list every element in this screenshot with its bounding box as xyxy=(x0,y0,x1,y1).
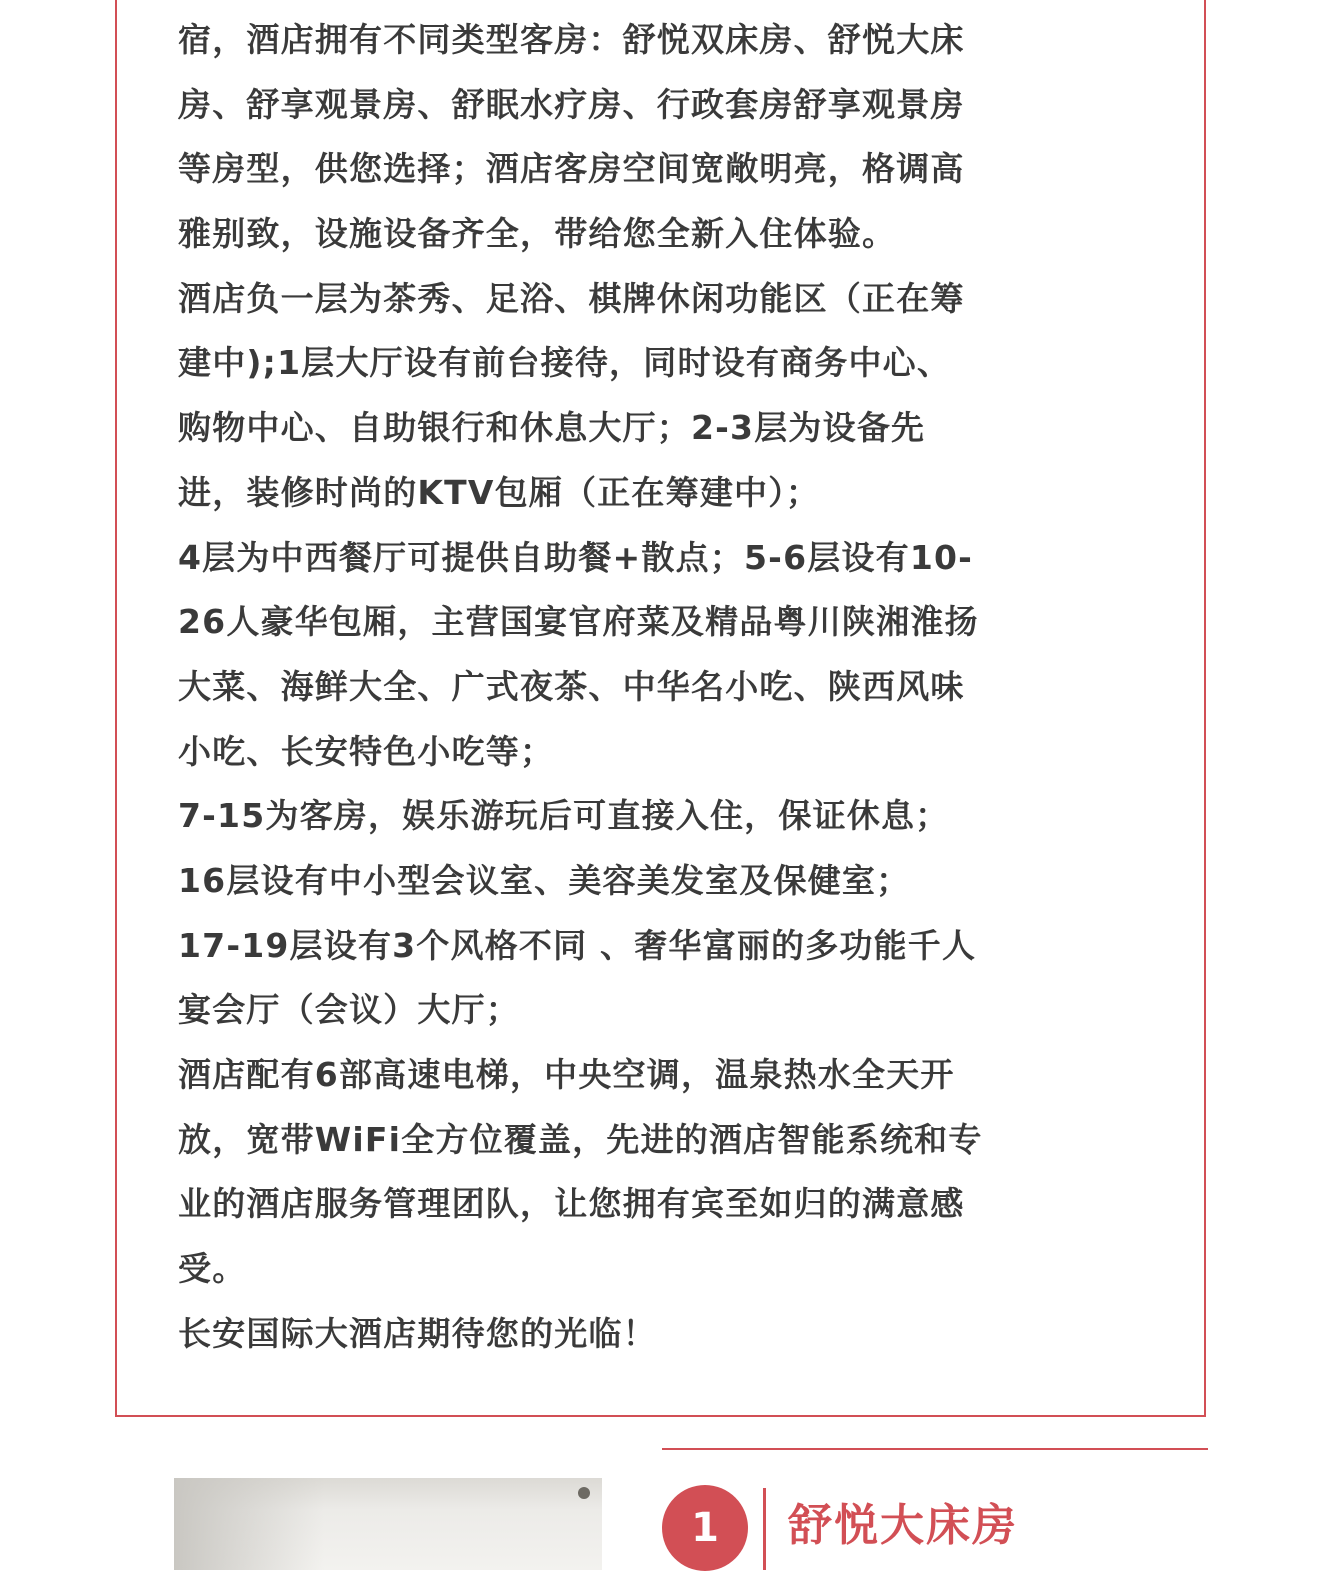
article-line: 建中);1层大厅设有前台接待，同时设有商务中心、 xyxy=(178,343,952,383)
article-line: 小吃、长安特色小吃等； xyxy=(178,731,555,771)
article-line: 放，宽带WiFi全方位覆盖，先进的酒店智能系统和专 xyxy=(178,1119,983,1159)
article-line: 宴会厅（会议）大厅； xyxy=(178,990,520,1030)
room-number-badge: 1 xyxy=(662,1485,748,1571)
article-line: 17-19层设有3个风格不同 、奢华富丽的多功能千人 xyxy=(178,925,977,965)
article-line: 长安国际大酒店期待您的光临！ xyxy=(178,1313,657,1353)
article-line: 等房型，供您选择；酒店客房空间宽敞明亮，格调高 xyxy=(178,149,965,189)
article-line: 7-15为客房，娱乐游玩后可直接入住，保证休息； xyxy=(178,796,950,836)
article-body xyxy=(178,8,1146,1366)
article-line: 16层设有中小型会议室、美容美发室及保健室； xyxy=(178,860,911,900)
article-line: 酒店配有6部高速电梯，中央空调，温泉热水全天开 xyxy=(178,1055,955,1094)
article-line: 受。 xyxy=(178,1249,247,1289)
article-line: 进，装修时尚的KTV包厢（正在筹建中）； xyxy=(178,472,821,512)
section-divider xyxy=(662,1448,1208,1450)
photo-shadow xyxy=(174,1478,324,1570)
room-title: 舒悦大床房 xyxy=(788,1500,1018,1551)
article-line: 房、舒享观景房、舒眠水疗房、行政套房舒享观景房 xyxy=(178,84,965,124)
article-line: 宿，酒店拥有不同类型客房：舒悦双床房、舒悦大床 xyxy=(178,20,965,59)
article-line: 酒店负一层为茶秀、足浴、棋牌休闲功能区（正在筹 xyxy=(178,278,965,318)
article-line: 业的酒店服务管理团队，让您拥有宾至如归的满意感 xyxy=(178,1184,965,1224)
article-line: 雅别致，设施设备齐全，带给您全新入住体验。 xyxy=(178,214,897,254)
photo-detail xyxy=(578,1487,590,1499)
article-line: 4层为中西餐厅可提供自助餐+散点；5-6层设有10- xyxy=(178,537,974,577)
article-line: 26人豪华包厢，主营国宴官府菜及精品粤川陕湘淮扬 xyxy=(178,602,979,642)
title-divider xyxy=(763,1488,766,1570)
room-photo xyxy=(174,1478,602,1570)
article-line: 大菜、海鲜大全、广式夜茶、中华名小吃、陕西风味 xyxy=(178,666,965,706)
article-line: 购物中心、自助银行和休息大厅；2-3层为设备先 xyxy=(178,408,926,448)
